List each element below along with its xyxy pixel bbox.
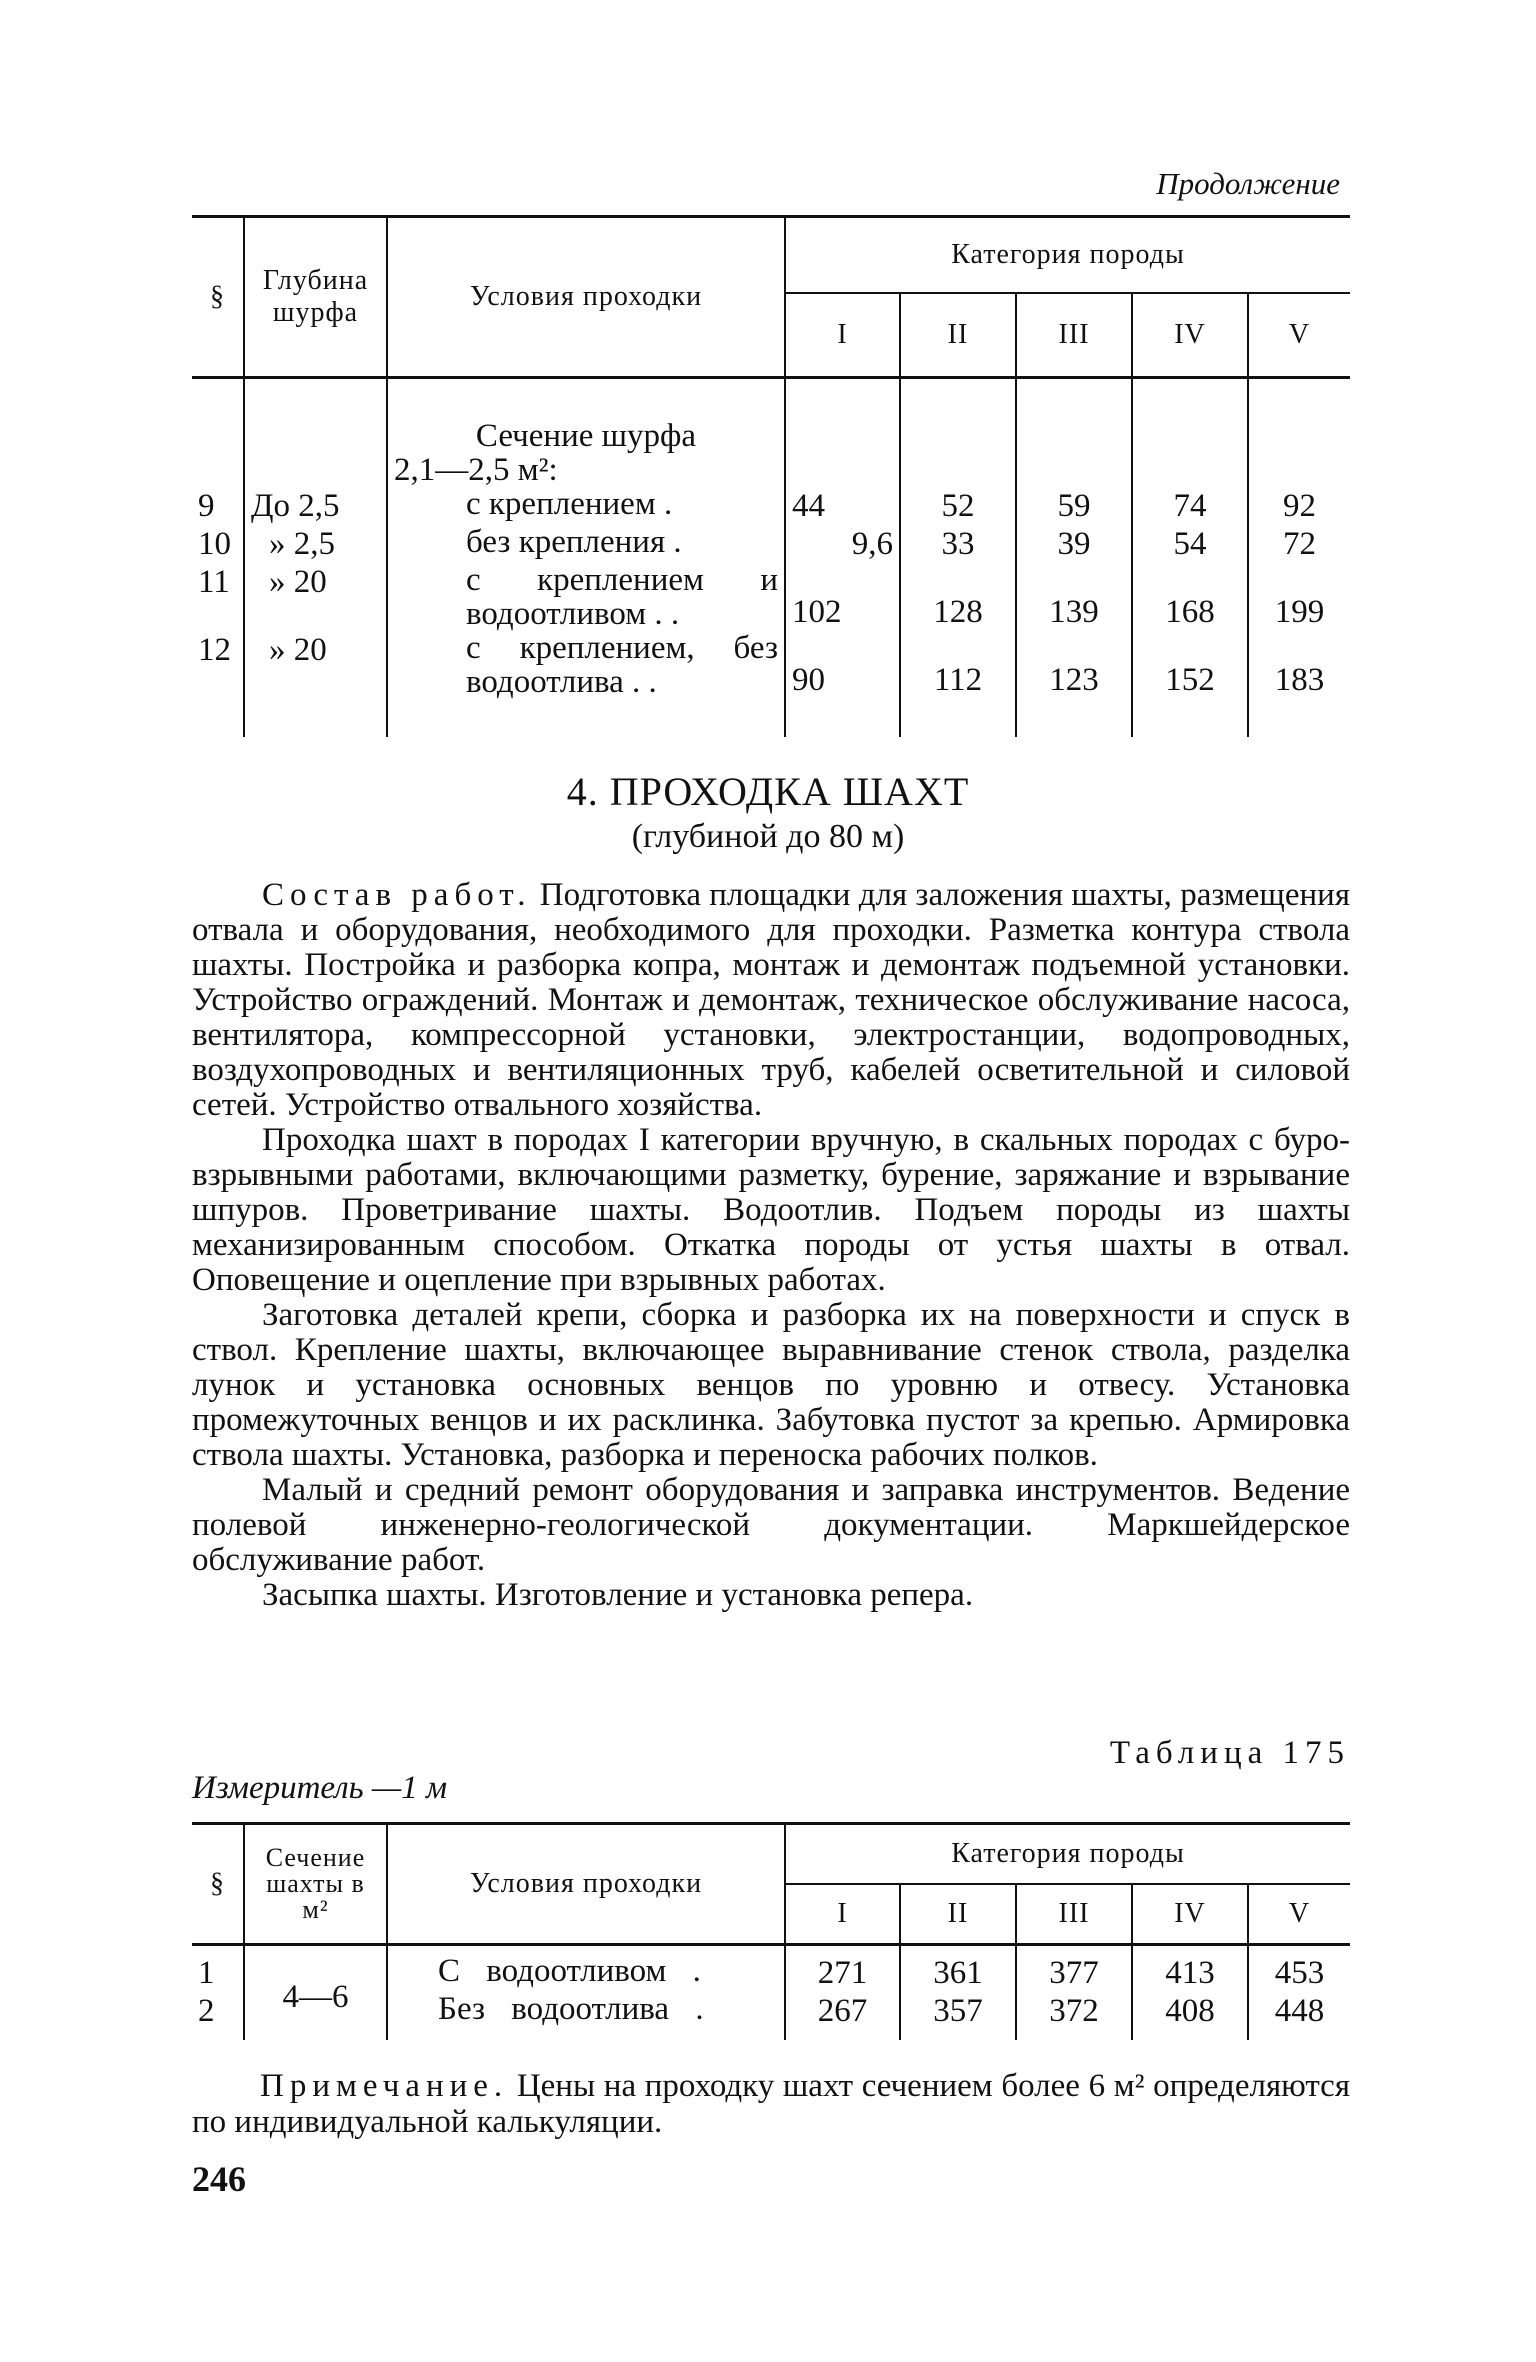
cell-cat-iii: 39 [1016, 525, 1132, 563]
row-number: 9 [198, 488, 215, 524]
cell-cat-ii: 52 [900, 487, 1016, 525]
cell-cat-iv: 168 [1132, 563, 1248, 631]
note [192, 2068, 1350, 2140]
table-caption-line1: Сечение шурфа [475, 418, 697, 454]
cell-cat-i: 102 [785, 563, 900, 631]
cell-cat-v: 199 [1248, 563, 1350, 631]
header-depth: Глубина шурфа [244, 217, 387, 378]
page-number: 246 [192, 2159, 246, 2199]
cell-cat-v: 453 [1248, 1945, 1350, 1993]
paragraph: Заготовка деталей крепи, сборка и разборка их на поверхности и спуск в ствол. Крепление шахты, включающее выравнивание стенок ствола, разделка лунок и установка основных венцов по уровню и отвесу. Установка промежуточных венцов и их расклинка. Забутовка пустот за крепью. Армировка ствола шахты. Установка, разборка и переноска рабочих полков. [192, 1297, 1350, 1473]
header-size: Сечение шахты в м² [244, 1824, 387, 1945]
note-lead: Примечание. [260, 2068, 509, 2104]
table-row [192, 563, 1350, 631]
header-cat-ii: II [900, 1884, 1016, 1945]
header-cat-iv: IV [1132, 293, 1248, 378]
header-conditions: Условия проходки [387, 1824, 785, 1945]
header-section: § [192, 217, 244, 378]
table-row [192, 525, 1350, 563]
row-size: 4—6 [244, 1945, 387, 2041]
row-conditions: с креплением, без водоотлива . . [387, 631, 785, 699]
cell-cat-iii: 123 [1016, 631, 1132, 699]
row-depth: » 20 [244, 631, 387, 699]
table-shaft-prices [192, 1822, 1350, 2040]
header-cat-v: V [1248, 1884, 1350, 1945]
cell-cat-i: 9,6 [785, 525, 900, 563]
cell-cat-iv: 152 [1132, 631, 1248, 699]
row-number: 12 [198, 632, 231, 668]
paragraph-text: Подготовка площадки для заложения шахты, размещения отвала и оборудования, необходимого для проходки. Разметка контура ствола шахты. Постройка и разборка копра, монтаж и демонтаж подъемной установки. Устройство ограждений. Монтаж и демонтаж, техническое обслуживание насоса, вентилятора, компрессорной установки, электростанции, водопроводных, воздухопроводных и вентиляционных труб, кабелей осветительной и силовой сетей. Устройство отвального хозяйства. [192, 877, 1350, 1123]
cell-cat-i: 267 [785, 1992, 900, 2040]
row-depth: » 20 [244, 563, 387, 631]
section-title: 4. ПРОХОДКА ШАХТ [566, 769, 970, 814]
header-cat-i: I [785, 1884, 900, 1945]
paragraph: Проходка шахт в породах I категории вручную, в скальных породах с буро-взрывными работами, включающими разметку, бурение, заряжание и взрывание шпуров. Проветривание шахты. Водоотлив. Подъем породы из шахты механизированным способом. Откатка породы от устья шахты в отвал. Оповещение и оцепление при взрывных работах. [192, 1122, 1350, 1298]
cell-cat-ii: 112 [900, 631, 1016, 699]
measure-label: Измеритель —1 м [192, 1770, 448, 1806]
row-conditions: с креплением и водоотливом . . [387, 563, 785, 631]
lead-label: Состав работ. [262, 877, 532, 913]
cell-cat-iv: 74 [1132, 487, 1248, 525]
cell-cat-iii: 372 [1016, 1992, 1132, 2040]
cell-cat-i: 271 [785, 1945, 900, 1993]
table-row [192, 631, 1350, 699]
cell-cat-ii: 128 [900, 563, 1016, 631]
row-conditions: с креплением . [387, 487, 785, 525]
row-number: 11 [198, 564, 230, 600]
cell-cat-iii: 59 [1016, 487, 1132, 525]
cell-cat-v: 72 [1248, 525, 1350, 563]
header-cat-i: I [785, 293, 900, 378]
table-caption-line2: 2,1—2,5 м²: [394, 452, 558, 488]
cell-cat-v: 92 [1248, 487, 1350, 525]
cell-cat-iv: 54 [1132, 525, 1248, 563]
table-row [192, 487, 1350, 525]
header-conditions: Условия проходки [387, 217, 785, 378]
cell-cat-ii: 361 [900, 1945, 1016, 1993]
row-conditions: С водоотливом . [387, 1945, 785, 1993]
table-row [192, 1945, 1350, 1993]
cell-cat-iii: 377 [1016, 1945, 1132, 1993]
row-conditions: без крепления . [387, 525, 785, 563]
header-cat-iii: III [1016, 1884, 1132, 1945]
row-depth: До 2,5 [244, 487, 387, 525]
row-depth: » 2,5 [244, 525, 387, 563]
cell-cat-i: 90 [785, 631, 900, 699]
cell-cat-ii: 33 [900, 525, 1016, 563]
header-category: Категория породы [785, 217, 1350, 294]
row-number: 1 [198, 1955, 215, 1991]
paragraph: Малый и средний ремонт оборудования и заправка инструментов. Ведение полевой инженерно-геологической документации. Маркшейдерское обслуживание работ. [192, 1472, 1350, 1578]
cell-cat-iv: 413 [1132, 1945, 1248, 1993]
cell-cat-iv: 408 [1132, 1992, 1248, 2040]
row-number: 10 [198, 526, 231, 562]
header-cat-v: V [1248, 293, 1350, 378]
paragraph: Засыпка шахты. Изготовление и установка репера. [262, 1577, 974, 1613]
cell-cat-v: 183 [1248, 631, 1350, 699]
cell-cat-ii: 357 [900, 1992, 1016, 2040]
cell-cat-iii: 139 [1016, 563, 1132, 631]
header-category: Категория породы [785, 1824, 1350, 1885]
table-shurf-prices [192, 215, 1350, 737]
row-number: 2 [198, 1993, 215, 2029]
note-text: Цены на проходку шахт сечением более 6 м² определяются по индивидуальной калькуляции. [192, 2068, 1350, 2140]
row-conditions: Без водоотлива . [387, 1992, 785, 2040]
header-cat-ii: II [900, 293, 1016, 378]
table-number: Таблица 175 [1109, 1735, 1350, 1771]
paragraph [192, 878, 1350, 1123]
header-cat-iv: IV [1132, 1884, 1248, 1945]
header-section: § [192, 1824, 244, 1945]
continuation-label: Продолжение [1156, 166, 1340, 201]
cell-cat-i: 44 [785, 487, 900, 525]
header-cat-iii: III [1016, 293, 1132, 378]
section-subtitle: (глубиной до 80 м) [631, 818, 905, 855]
cell-cat-v: 448 [1248, 1992, 1350, 2040]
body-text [192, 878, 1350, 1613]
